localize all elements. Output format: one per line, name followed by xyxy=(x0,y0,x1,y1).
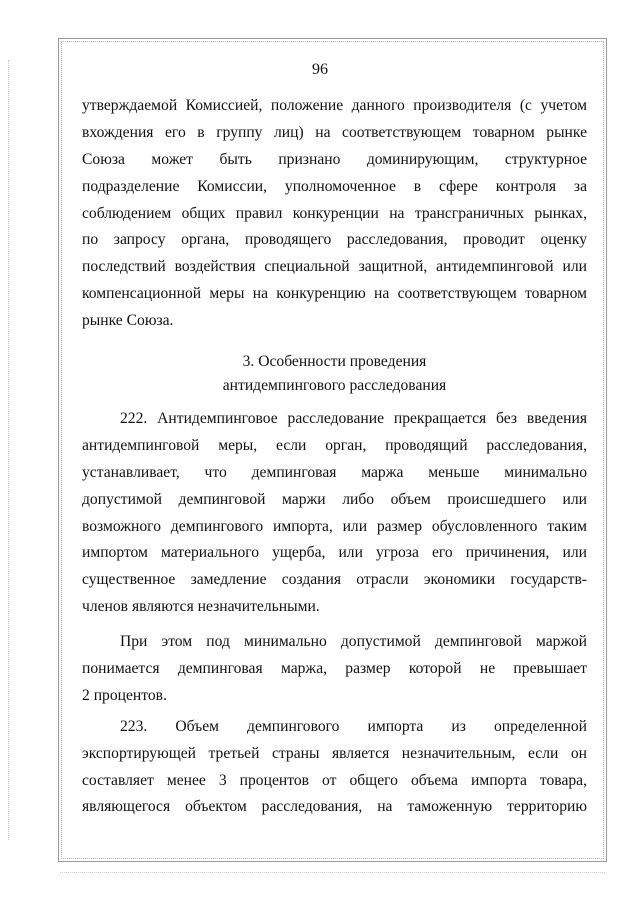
text-line: 2 процентов. xyxy=(82,686,167,704)
text-line: являющегося объектом расследования, на таможенную территорию xyxy=(82,798,587,816)
text-line: составляет менее 3 процентов от общего объема импорта товара, xyxy=(82,771,587,789)
text-line: последствий воздействия специальной защитной, антидемпинговой или xyxy=(82,258,587,276)
text-line: импортом материального ущерба, или угроза его причинения, или xyxy=(82,544,587,562)
scan-edge-bottom xyxy=(60,872,605,874)
text-line: подразделение Комиссии, уполномоченное в сфере контроля за xyxy=(82,177,587,195)
text-line: членов являются незначительными. xyxy=(82,598,320,616)
text-line: существенное замедление создания отрасли экономики государств- xyxy=(82,571,587,589)
paragraph-222 xyxy=(82,406,587,621)
text-line: устанавливает, что демпинговая маржа меньше минимально xyxy=(82,463,587,481)
text-line: Союза может быть признано доминирующим, структурное xyxy=(82,150,587,168)
text-line: допустимой демпинговой маржи либо объем происшедшего или xyxy=(82,490,587,508)
text-line: утверждаемой Комиссией, положение данного производителя (с учетом xyxy=(82,97,587,114)
text-line: антидемпинговой меры, если орган, проводящий расследования, xyxy=(82,436,587,454)
text-line: понимается демпинговая маржа, размер которой не превышает xyxy=(82,660,587,678)
text-line: 223. Объем демпингового импорта из определенной xyxy=(120,717,587,735)
text-line: возможного демпингового импорта, или размер обусловленного таким xyxy=(82,517,587,535)
scan-edge-left xyxy=(8,60,10,840)
section-heading-line: антидемпингового расследования xyxy=(222,377,447,395)
text-line: компенсационной меры на конкуренцию на соответствующем товарном xyxy=(82,285,587,303)
page-number: 96 xyxy=(312,61,328,78)
text-line: При этом под минимально допустимой демпинговой маржой xyxy=(120,633,587,651)
document-body xyxy=(82,93,587,821)
text-line: экспортирующей третьей страны является незначительным, если он xyxy=(82,744,587,762)
text-line: рынке Союза. xyxy=(82,312,174,330)
section-heading xyxy=(82,350,587,398)
text-line: по запросу органа, проводящего расследования, проводит оценку xyxy=(82,231,587,249)
paragraph-222-note xyxy=(82,629,587,710)
paragraph-continued xyxy=(82,93,587,335)
text-line: соблюдением общих правил конкуренции на трансграничных рынках, xyxy=(82,204,587,222)
section-heading-line: 3. Особенности проведения xyxy=(242,353,427,371)
paragraph-223 xyxy=(82,714,587,822)
text-line: вхождения его в группу лиц) на соответствующем товарном рынке xyxy=(82,123,587,141)
text-line: 222. Антидемпинговое расследование прекращается без введения xyxy=(120,410,587,428)
